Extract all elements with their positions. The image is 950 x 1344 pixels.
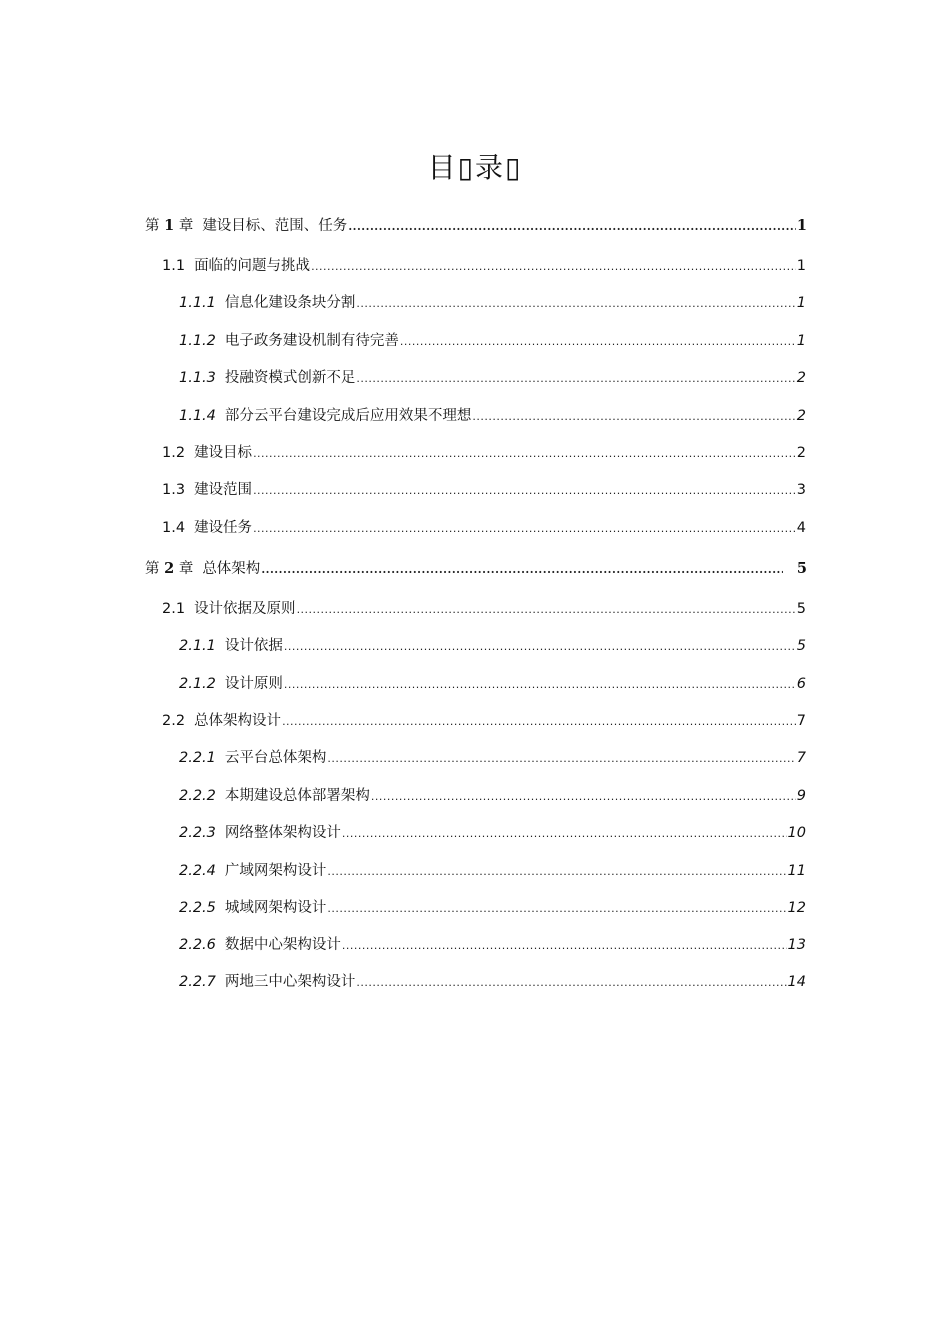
dot-leader bbox=[327, 748, 795, 770]
page-number: 1 bbox=[796, 258, 806, 274]
dot-leader bbox=[327, 898, 786, 920]
toc-section-2-2-2[interactable] bbox=[179, 785, 806, 807]
section-number: 1.1.3 bbox=[179, 370, 216, 386]
page-number: 2 bbox=[796, 370, 806, 386]
toc-section-1-1-3[interactable] bbox=[179, 367, 806, 389]
dot-leader bbox=[253, 480, 796, 502]
section-title: 面临的问题与挑战 bbox=[194, 258, 311, 274]
page-number: 1 bbox=[796, 217, 807, 234]
toc-section-2-1[interactable] bbox=[162, 598, 806, 620]
dot-leader bbox=[253, 443, 796, 465]
section-title: 信息化建设条块分割 bbox=[224, 295, 356, 311]
section-number: 1.3 bbox=[162, 482, 186, 498]
page-number: 10 bbox=[787, 825, 806, 841]
section-number: 2.2.5 bbox=[179, 900, 216, 916]
toc-section-1-1-4[interactable] bbox=[179, 405, 806, 427]
section-title: 建设目标 bbox=[194, 445, 253, 461]
section-number: 2.2.2 bbox=[179, 788, 216, 804]
section-number: 2.2.4 bbox=[179, 863, 216, 879]
section-title: 设计依据及原则 bbox=[194, 601, 296, 617]
toc-section-2-2-6[interactable] bbox=[179, 934, 806, 956]
section-number: 2.1.1 bbox=[179, 638, 216, 654]
page-number: 6 bbox=[796, 676, 806, 692]
toc-section-2-2-1[interactable] bbox=[179, 747, 806, 769]
section-number: 2.2.1 bbox=[179, 750, 216, 766]
section-title: 建设任务 bbox=[194, 520, 253, 536]
chapter-title: 建设目标、范围、任务 bbox=[202, 218, 348, 234]
dot-leader bbox=[284, 674, 796, 696]
dot-leader bbox=[356, 972, 786, 994]
page-number: 2 bbox=[796, 445, 806, 461]
page-number: 13 bbox=[787, 937, 806, 953]
dot-leader bbox=[297, 599, 796, 621]
section-number: 1.1.4 bbox=[179, 408, 216, 424]
dot-leader bbox=[400, 331, 796, 353]
section-number: 1.1.1 bbox=[179, 295, 216, 311]
dot-leader bbox=[261, 559, 783, 581]
page-number: 2 bbox=[796, 408, 806, 424]
section-number: 1.1.2 bbox=[179, 333, 216, 349]
toc-section-1-2[interactable] bbox=[162, 442, 806, 464]
page-number: 1 bbox=[796, 333, 806, 349]
toc-section-2-1-1[interactable] bbox=[179, 635, 806, 657]
dot-leader bbox=[311, 256, 796, 278]
toc-section-2-2-5[interactable] bbox=[179, 897, 806, 919]
section-title: 广域网架构设计 bbox=[224, 863, 327, 879]
section-title: 设计原则 bbox=[224, 676, 283, 692]
section-number: 1.1 bbox=[162, 258, 186, 274]
chapter-title: 总体架构 bbox=[202, 561, 261, 577]
section-number: 2.2 bbox=[162, 713, 186, 729]
section-number: 2.2.7 bbox=[179, 974, 216, 990]
section-title: 电子政务建设机制有待完善 bbox=[224, 333, 399, 349]
section-number: 2.1 bbox=[162, 601, 186, 617]
page-number: 9 bbox=[796, 788, 806, 804]
dot-leader bbox=[282, 711, 796, 733]
section-title: 两地三中心架构设计 bbox=[224, 974, 356, 990]
dot-leader bbox=[348, 216, 796, 238]
chapter-number: 第 2 章 bbox=[145, 560, 194, 577]
dot-leader bbox=[371, 786, 796, 808]
toc-section-2-2-4[interactable] bbox=[179, 860, 806, 882]
section-title: 投融资模式创新不足 bbox=[224, 370, 356, 386]
toc-section-2-2[interactable] bbox=[162, 710, 806, 732]
section-number: 2.2.6 bbox=[179, 937, 216, 953]
section-title: 建设范围 bbox=[194, 482, 253, 498]
section-number: 2.1.2 bbox=[179, 676, 216, 692]
section-title: 数据中心架构设计 bbox=[224, 937, 341, 953]
dot-leader bbox=[284, 636, 796, 658]
dot-leader bbox=[342, 935, 787, 957]
toc-section-2-2-7[interactable] bbox=[179, 971, 806, 993]
section-title: 云平台总体架构 bbox=[224, 750, 327, 766]
toc-section-1-4[interactable] bbox=[162, 517, 806, 539]
chapter-number: 第 1 章 bbox=[145, 217, 194, 234]
section-title: 网络整体架构设计 bbox=[224, 825, 341, 841]
section-number: 1.4 bbox=[162, 520, 186, 536]
page-number: 5 bbox=[796, 601, 806, 617]
section-title: 城域网架构设计 bbox=[224, 900, 327, 916]
section-number: 1.2 bbox=[162, 445, 186, 461]
section-title: 总体架构设计 bbox=[194, 713, 282, 729]
page-number: 3 bbox=[796, 482, 806, 498]
page-number: 7 bbox=[796, 750, 806, 766]
toc-section-1-1-2[interactable] bbox=[179, 330, 806, 352]
page-number: 7 bbox=[796, 713, 806, 729]
section-number: 2.2.3 bbox=[179, 825, 216, 841]
dot-leader bbox=[472, 406, 795, 428]
page-number: 5 bbox=[796, 638, 806, 654]
page-number: 1 bbox=[796, 295, 806, 311]
section-title: 部分云平台建设完成后应用效果不理想 bbox=[224, 408, 472, 424]
page-number: 12 bbox=[787, 900, 806, 916]
section-title: 本期建设总体部署架构 bbox=[224, 788, 370, 804]
toc-section-2-1-2[interactable] bbox=[179, 673, 806, 695]
toc-section-1-1[interactable] bbox=[162, 255, 806, 277]
page-number: 5 bbox=[796, 560, 807, 577]
page-number: 14 bbox=[787, 974, 806, 990]
dot-leader bbox=[253, 518, 796, 540]
toc-title: 目▯录▯ bbox=[427, 151, 523, 184]
toc-section-1-1-1[interactable] bbox=[179, 292, 806, 314]
dot-leader bbox=[342, 823, 787, 845]
section-title: 设计依据 bbox=[224, 638, 283, 654]
toc-chapter-2[interactable] bbox=[145, 558, 807, 580]
dot-leader bbox=[327, 861, 786, 883]
page-number: 11 bbox=[787, 863, 806, 879]
page-number: 4 bbox=[796, 520, 806, 536]
dot-leader bbox=[356, 293, 795, 315]
toc-chapter-1[interactable] bbox=[145, 215, 807, 237]
dot-leader bbox=[356, 368, 795, 390]
toc-section-1-3[interactable] bbox=[162, 479, 806, 501]
toc-section-2-2-3[interactable] bbox=[179, 822, 806, 844]
